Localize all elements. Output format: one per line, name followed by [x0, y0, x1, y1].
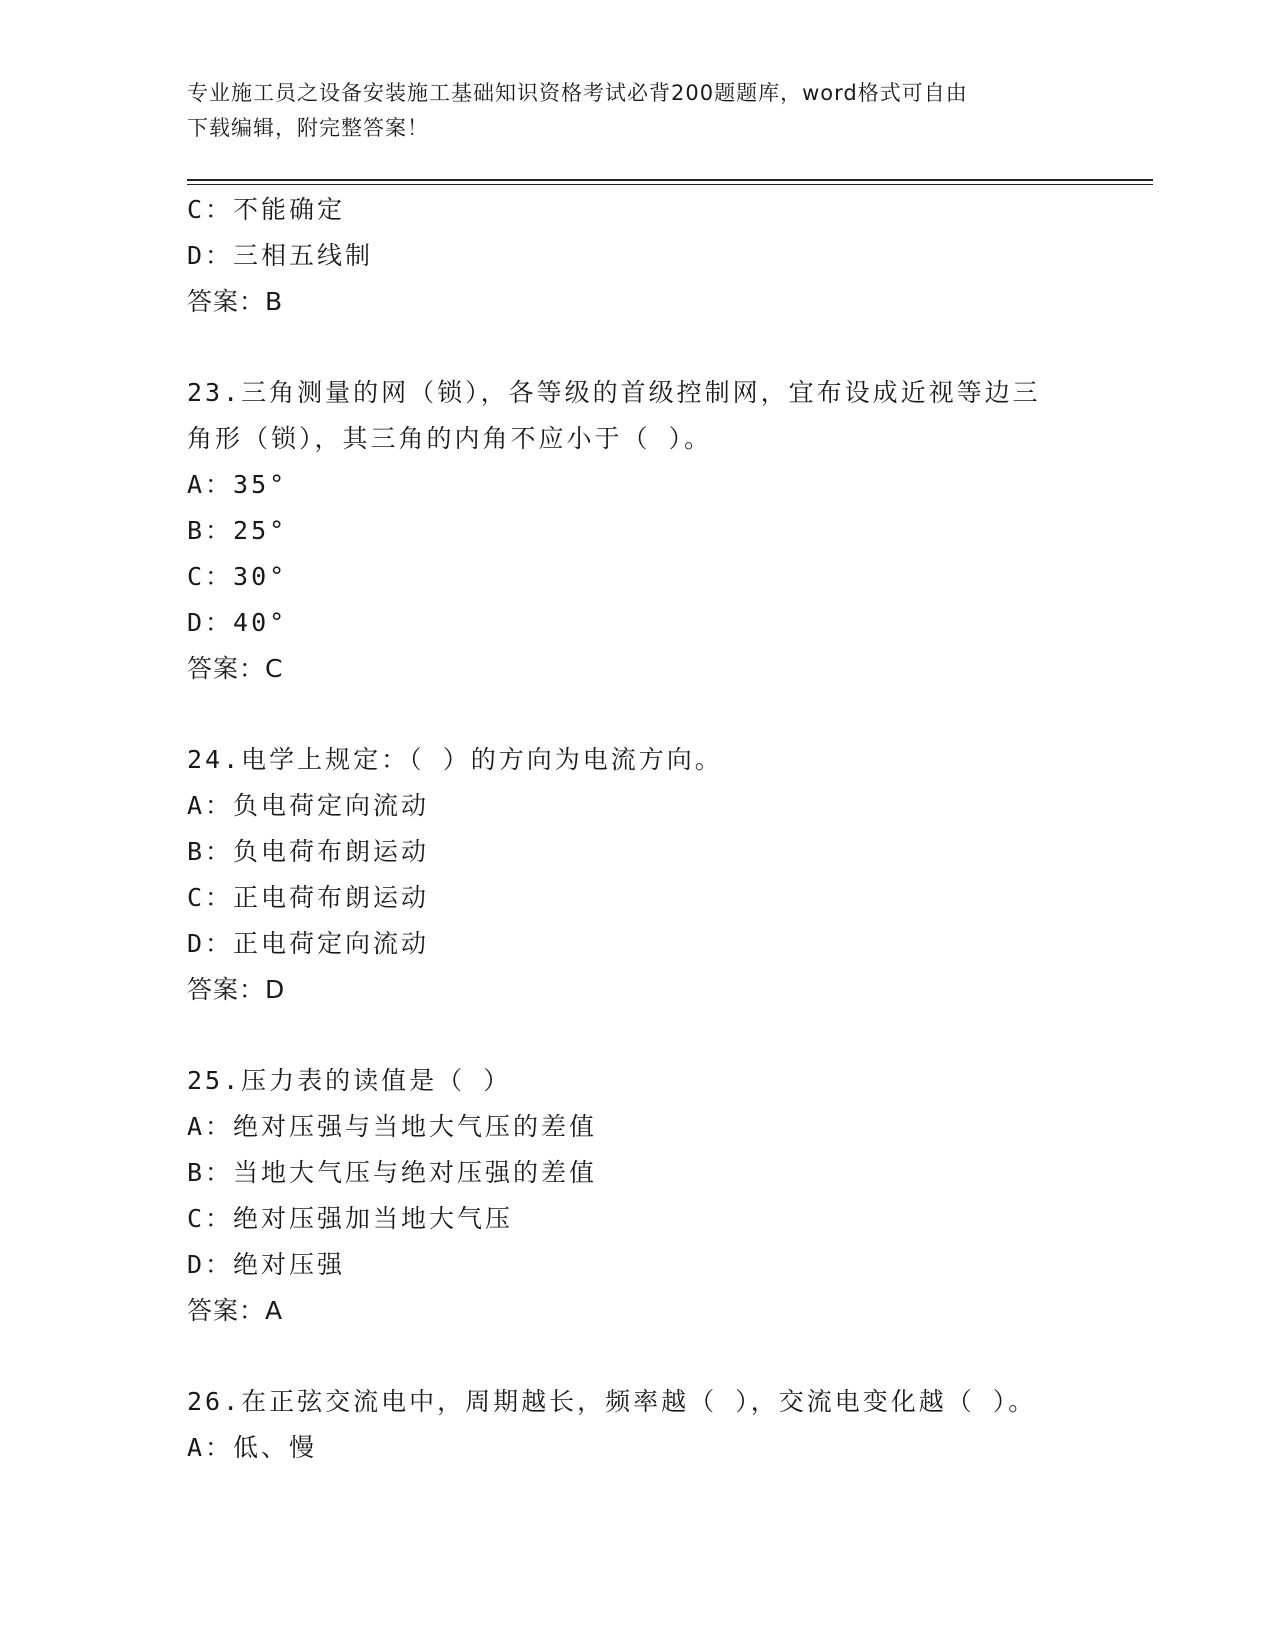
question-stem: 23.三角测量的网（锁），各等级的首级控制网，宜布设成近视等边三 [187, 378, 1041, 407]
question-spacer [187, 692, 1087, 737]
question-spacer [187, 325, 1087, 370]
document-body [187, 187, 1087, 1471]
header-line-2: 下载编辑，附完整答案！ [187, 116, 429, 140]
option-c: C：不能确定 [187, 195, 346, 224]
header-line-1: 专业施工员之设备安装施工基础知识资格考试必背200题题库，word格式可自由 [187, 81, 968, 105]
option-c: C：30° [187, 562, 288, 591]
question-24 [187, 737, 1087, 1013]
question-22-tail [187, 187, 1087, 325]
question-spacer [187, 1334, 1087, 1379]
option-b: B：负电荷布朗运动 [187, 837, 430, 866]
option-d: D：40° [187, 608, 288, 637]
header-divider-thin [187, 184, 1153, 185]
option-a: A：35° [187, 470, 288, 499]
question-25 [187, 1058, 1087, 1334]
question-stem: 26.在正弦交流电中，周期越长，频率越（ ），交流电变化越（ ）。 [187, 1387, 1037, 1416]
header-divider-thick [187, 179, 1153, 181]
option-d: D：三相五线制 [187, 241, 374, 270]
option-c: C：正电荷布朗运动 [187, 883, 430, 912]
answer-line: 答案：B [187, 287, 284, 316]
option-b: B：当地大气压与绝对压强的差值 [187, 1158, 598, 1187]
answer-line: 答案：A [187, 1296, 284, 1325]
option-c: C：绝对压强加当地大气压 [187, 1204, 514, 1233]
option-a: A：绝对压强与当地大气压的差值 [187, 1112, 598, 1141]
question-23 [187, 370, 1087, 692]
question-spacer [187, 1013, 1087, 1058]
answer-line: 答案：D [187, 975, 286, 1004]
answer-line: 答案：C [187, 654, 284, 683]
document-header [187, 76, 1087, 146]
question-stem: 24.电学上规定：（ ）的方向为电流方向。 [187, 745, 723, 774]
option-a: A：低、慢 [187, 1433, 318, 1462]
option-d: D：正电荷定向流动 [187, 929, 430, 958]
option-b: B：25° [187, 516, 288, 545]
option-a: A：负电荷定向流动 [187, 791, 430, 820]
question-26 [187, 1379, 1087, 1471]
question-stem: 25.压力表的读值是（ ） [187, 1066, 512, 1095]
question-stem-continued: 角形（锁），其三角的内角不应小于（ ）。 [187, 424, 713, 453]
option-d: D：绝对压强 [187, 1250, 346, 1279]
